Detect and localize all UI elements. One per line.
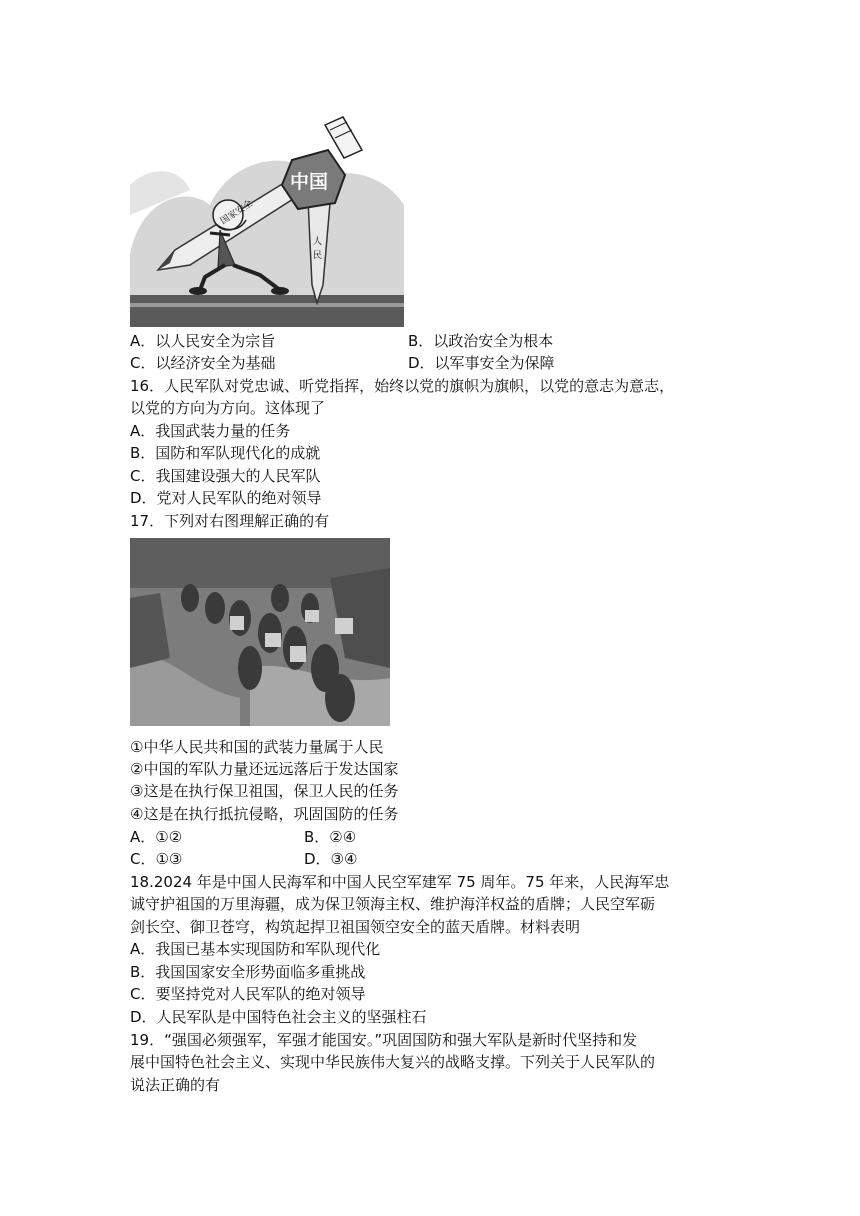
q17-option-a: A．①② (130, 828, 183, 846)
q17-statement-3: ③这是在执行保卫祖国，保卫人民的任务 (130, 782, 399, 800)
q17-statement-1: ①中华人民共和国的武装力量属于人民 (130, 738, 384, 756)
q19-stem-line-3: 说法正确的有 (130, 1076, 221, 1094)
cartoon-drawing (130, 105, 404, 327)
q18-option-a: A．我国已基本实现国防和军队现代化 (130, 940, 381, 958)
cartoon-block-label: 中国 (290, 171, 329, 193)
q16-option-b: B．国防和军队现代化的成就 (130, 444, 321, 462)
q18-stem-line-2: 诚守护祖国的万里海疆，成为保卫领海主权、维护海洋权益的盾牌；人民空军砺 (130, 895, 656, 913)
soldiers-photo (130, 538, 390, 726)
q19-stem-line-1: 19．“强国必须强军，军强才能国安。”巩固国防和强大军队是新时代坚持和发 (130, 1031, 638, 1049)
q17-statement-2: ②中国的军队力量还远远落后于发达国家 (130, 760, 399, 778)
cartoon-left-leg-label: 国家安全 (218, 198, 255, 227)
q15-option-c: C．以经济安全为基础 (130, 354, 276, 372)
q16-option-d: D．党对人民军队的绝对领导 (130, 489, 322, 507)
q18-option-d: D．人民军队是中国特色社会主义的坚强柱石 (130, 1008, 427, 1026)
q17-stem: 17．下列对右图理解正确的有 (130, 512, 330, 530)
q16-option-c: C．我国建设强大的人民军队 (130, 467, 321, 485)
q18-option-b: B．我国国家安全形势面临多重挑战 (130, 963, 366, 981)
q16-option-a: A．我国武装力量的任务 (130, 422, 291, 440)
q15-option-d: D．以军事安全为保障 (408, 354, 555, 372)
q19-stem-line-2: 展中国特色社会主义、实现中华民族伟大复兴的战略支撑。下列关于人民军队的 (130, 1053, 656, 1071)
cartoon-right-leg-label: 人民 (313, 237, 323, 261)
national-security-cartoon (130, 105, 404, 327)
q17-option-b: B．②④ (304, 828, 357, 846)
q16-stem-line-1: 16．人民军队对党忠诚、听党指挥，始终以党的旗帜为旗帜，以党的意志为意志， (130, 377, 675, 395)
q18-stem-line-1: 18.2024 年是中国人民海军和中国人民空军建军 75 周年。75 年来，人民海军忠 (130, 873, 670, 891)
q18-stem-line-3: 剑长空、御卫苍穹，构筑起捍卫祖国领空安全的蓝天盾牌。材料表明 (130, 918, 581, 936)
q17-statement-4: ④这是在执行抵抗侵略，巩固国防的任务 (130, 805, 399, 823)
q17-option-d: D．③④ (304, 850, 358, 868)
q18-option-c: C．要坚持党对人民军队的绝对领导 (130, 985, 366, 1003)
q16-stem-line-2: 以党的方向为方向。这体现了 (130, 399, 326, 417)
soldiers-photo-drawing (130, 538, 390, 726)
q17-option-c: C．①③ (130, 850, 183, 868)
q15-option-a: A．以人民安全为宗旨 (130, 332, 276, 350)
q15-option-b: B．以政治安全为根本 (408, 332, 554, 350)
